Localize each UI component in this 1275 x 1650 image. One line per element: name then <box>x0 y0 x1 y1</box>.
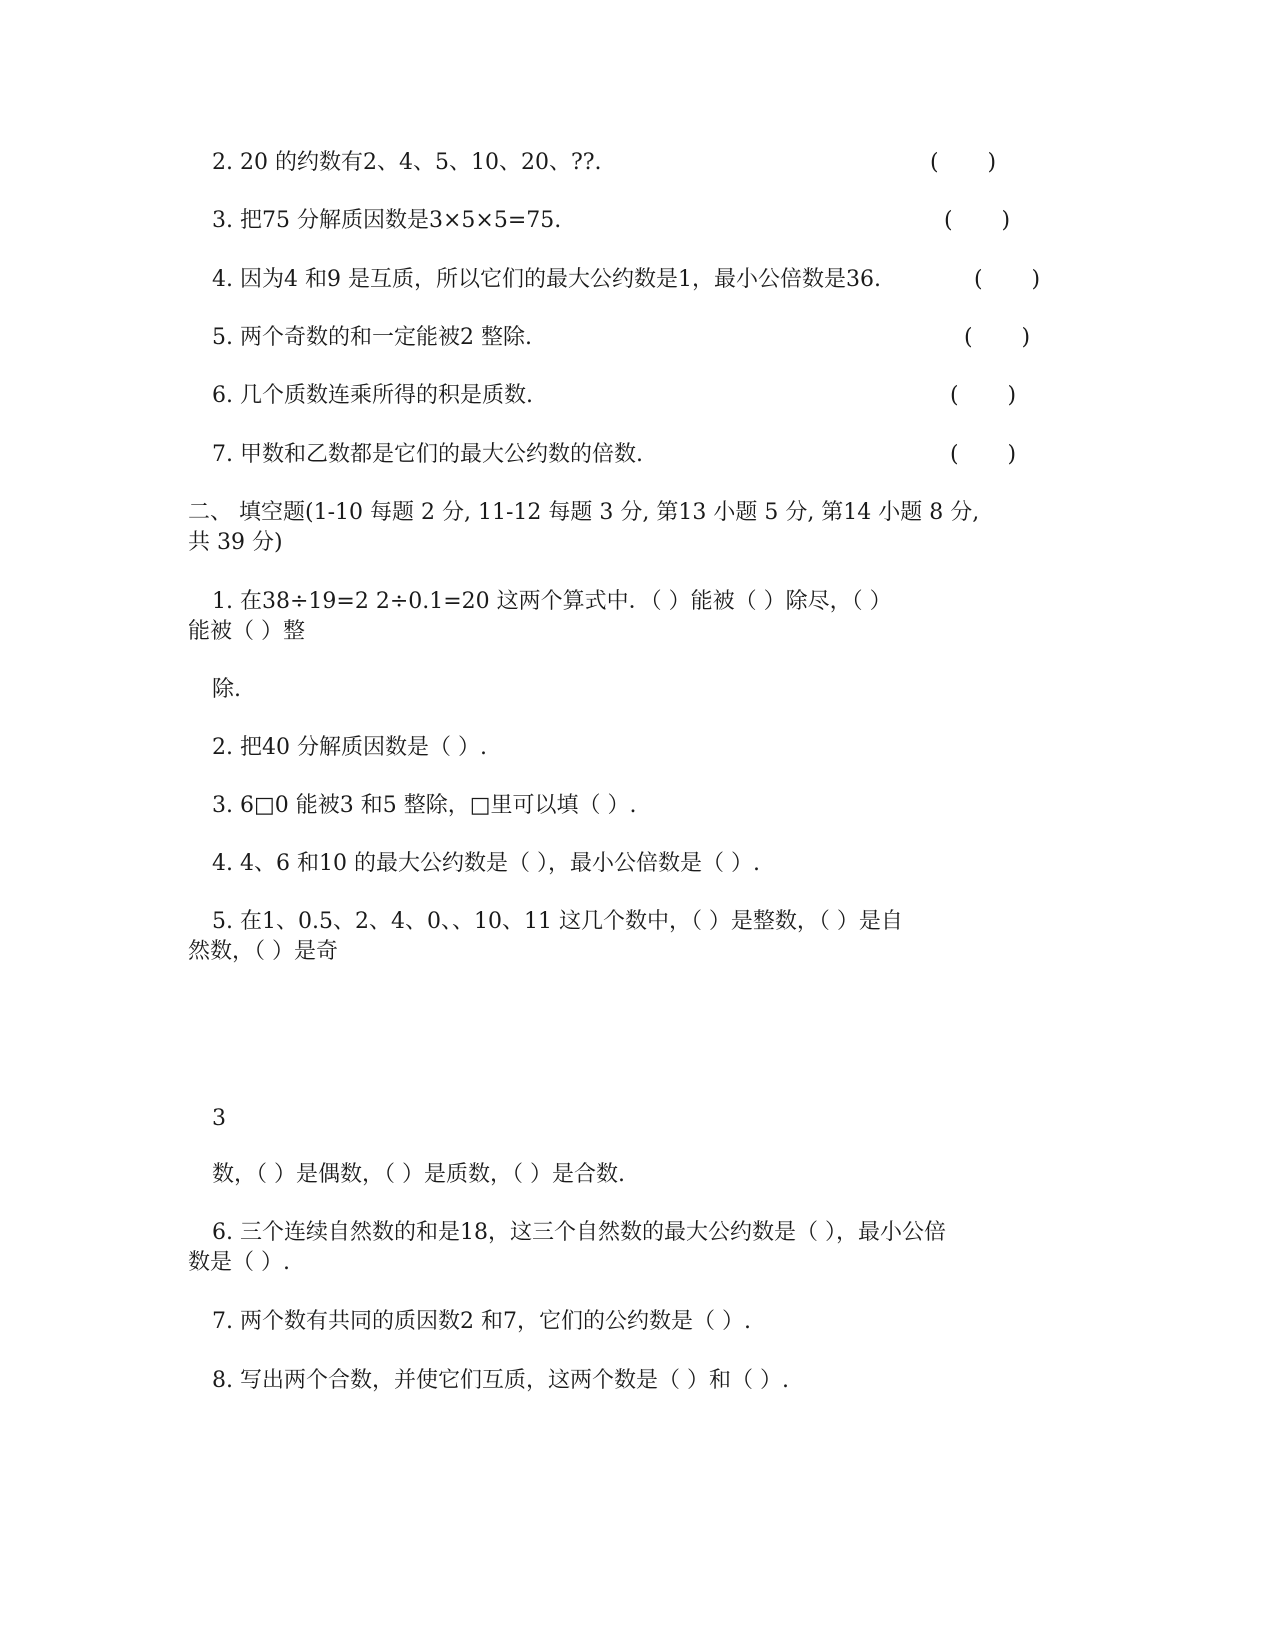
fill-item-2: 2. 把40 分解质因数是（ ）. <box>212 735 487 760</box>
fill-item-8: 8. 写出两个合数，并使它们互质，这两个数是（ ）和（ ）. <box>212 1368 789 1393</box>
fill-item-5-cont: 然数，（ ）是奇 <box>188 939 338 964</box>
fill-item-5: 5. 在1、0.5、2、4、0、、10、11 这几个数中，（ ）是整数，（ ）是自 <box>212 909 903 934</box>
fill-item-6-cont: 数是（ ）. <box>188 1250 290 1275</box>
judge-item-2: 2. 20 的约数有2、4、5、10、20、??. <box>212 150 602 175</box>
judge-item-5: 5. 两个奇数的和一定能被2 整除. <box>212 325 532 350</box>
answer-paren-2[interactable]: ( ) <box>930 150 997 175</box>
section-heading: 二、 填空题(1-10 每题 2 分, 11-12 每题 3 分, 第13 小题 5 分, 第14 小题 8 分, <box>188 500 980 525</box>
fill-item-1-cont: 能被（ ）整 <box>188 619 305 644</box>
page-number: 3 <box>212 1106 226 1131</box>
section-heading-cont: 共 39 分) <box>188 530 283 555</box>
fill-item-1-cont2: 除. <box>212 677 241 702</box>
fill-item-6: 6. 三个连续自然数的和是18，这三个自然数的最大公约数是（ ），最小公倍 <box>212 1220 946 1245</box>
judge-item-7: 7. 甲数和乙数都是它们的最大公约数的倍数. <box>212 442 643 467</box>
fill-item-4: 4. 4、6 和10 的最大公约数是（ ），最小公倍数是（ ）. <box>212 851 760 876</box>
fill-item-7: 7. 两个数有共同的质因数2 和7，它们的公约数是（ ）. <box>212 1309 751 1334</box>
judge-item-3: 3. 把75 分解质因数是3×5×5=75. <box>212 208 562 233</box>
judge-item-6: 6. 几个质数连乘所得的积是质数. <box>212 383 533 408</box>
answer-paren-3[interactable]: ( ) <box>944 208 1011 233</box>
answer-paren-7[interactable]: ( ) <box>950 442 1017 467</box>
answer-paren-5[interactable]: ( ) <box>964 325 1031 350</box>
judge-item-4: 4. 因为4 和9 是互质，所以它们的最大公约数是1，最小公倍数是36. <box>212 267 881 292</box>
fill-item-5-cont2: 数，（ ）是偶数，（ ）是质数，（ ）是合数. <box>212 1162 625 1187</box>
fill-item-3: 3. 6□0 能被3 和5 整除，□里可以填（ ）. <box>212 793 637 818</box>
fill-item-1: 1. 在38÷19=2 2÷0.1=20 这两个算式中．（ ）能被（ ）除尽，（ ） <box>212 589 892 614</box>
answer-paren-4[interactable]: ( ) <box>974 267 1041 292</box>
answer-paren-6[interactable]: ( ) <box>950 383 1017 408</box>
